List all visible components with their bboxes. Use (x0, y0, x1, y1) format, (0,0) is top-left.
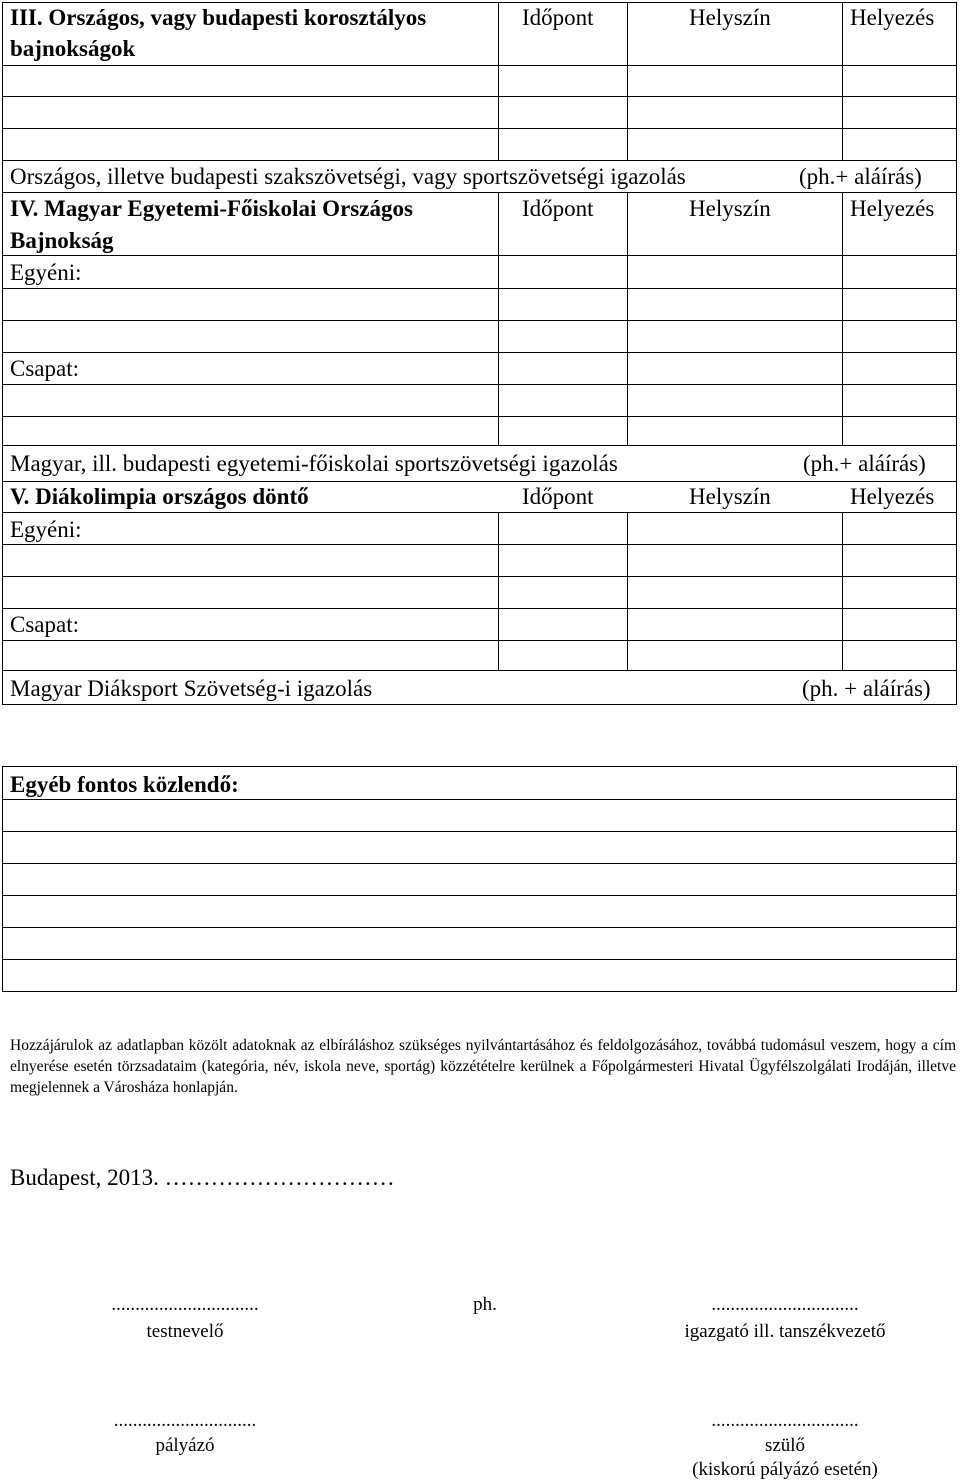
section-4-team-label: Csapat: (10, 356, 79, 381)
section-5-stamp: (ph. + aláírás) (802, 676, 931, 701)
pe-teacher-label: testnevelő (146, 1321, 224, 1342)
section-5-title: V. Diákolimpia országos döntő (10, 484, 309, 509)
parent-signature-line: ............................... (711, 1410, 859, 1431)
stamp-label: ph. (473, 1294, 497, 1315)
section-5-team-label: Csapat: (10, 612, 79, 637)
section-4-title-line1: IV. Magyar Egyetemi-Főiskolai Országos (10, 196, 413, 221)
section-5-col-rank: Helyezés (850, 484, 935, 509)
section-4-individual-label: Egyéni: (10, 260, 82, 285)
place-date: Budapest, 2013. ………………………… (10, 1165, 395, 1190)
applicant-label: pályázó (155, 1435, 215, 1456)
section-4-stamp: (ph.+ aláírás) (803, 451, 926, 476)
section-3-title-line2: bajnokságok (10, 36, 136, 61)
parent-note: (kiskorú pályázó esetén) (692, 1459, 878, 1480)
section-4-col-time: Időpont (522, 196, 594, 221)
pe-teacher-signature-line: ............................... (111, 1294, 259, 1315)
principal-signature-line: ............................... (711, 1294, 859, 1315)
applicant-signature-line: .............................. (113, 1410, 257, 1431)
section-4-col-rank: Helyezés (850, 196, 935, 221)
section-4-col-place: Helyszín (689, 196, 771, 221)
section-3-col-place: Helyszín (689, 5, 771, 30)
section-3-title-line1: III. Országos, vagy budapesti korosztályos (10, 5, 427, 30)
consent-text: Hozzájárulok az adatlapban közölt adatoknak az elbíráláshoz szükséges nyilvántartásához és feldolgozásához, továbbá tudomásul veszem, hogy a cím elnyerése esetén törzsadataim (kategória, név, iskola neve, sportág) közzétételre kerülnek a Főpolgármesteri Hivatal Ügyfélszolgálati Irodáján, illetve megjelennek a Városháza honlapján. (10, 1037, 956, 1096)
section-3-col-time: Időpont (522, 5, 594, 30)
section-5-col-place: Helyszín (689, 484, 771, 509)
other-notes-title: Egyéb fontos közlendő: (10, 772, 239, 797)
section-5-certification: Magyar Diáksport Szövetség-i igazolás (10, 676, 373, 701)
section-4-title-line2: Bajnokság (10, 228, 114, 253)
section-3-stamp: (ph.+ aláírás) (799, 164, 922, 189)
section-5-individual-label: Egyéni: (10, 517, 82, 542)
section-5-col-time: Időpont (522, 484, 594, 509)
principal-label: igazgató ill. tanszékvezető (684, 1321, 886, 1342)
section-3-col-rank: Helyezés (850, 5, 935, 30)
section-4-certification: Magyar, ill. budapesti egyetemi-főiskolai sportszövetségi igazolás (10, 451, 618, 476)
section-3-certification: Országos, illetve budapesti szakszövetségi, vagy sportszövetségi igazolás (10, 164, 686, 189)
parent-label: szülő (764, 1435, 806, 1456)
